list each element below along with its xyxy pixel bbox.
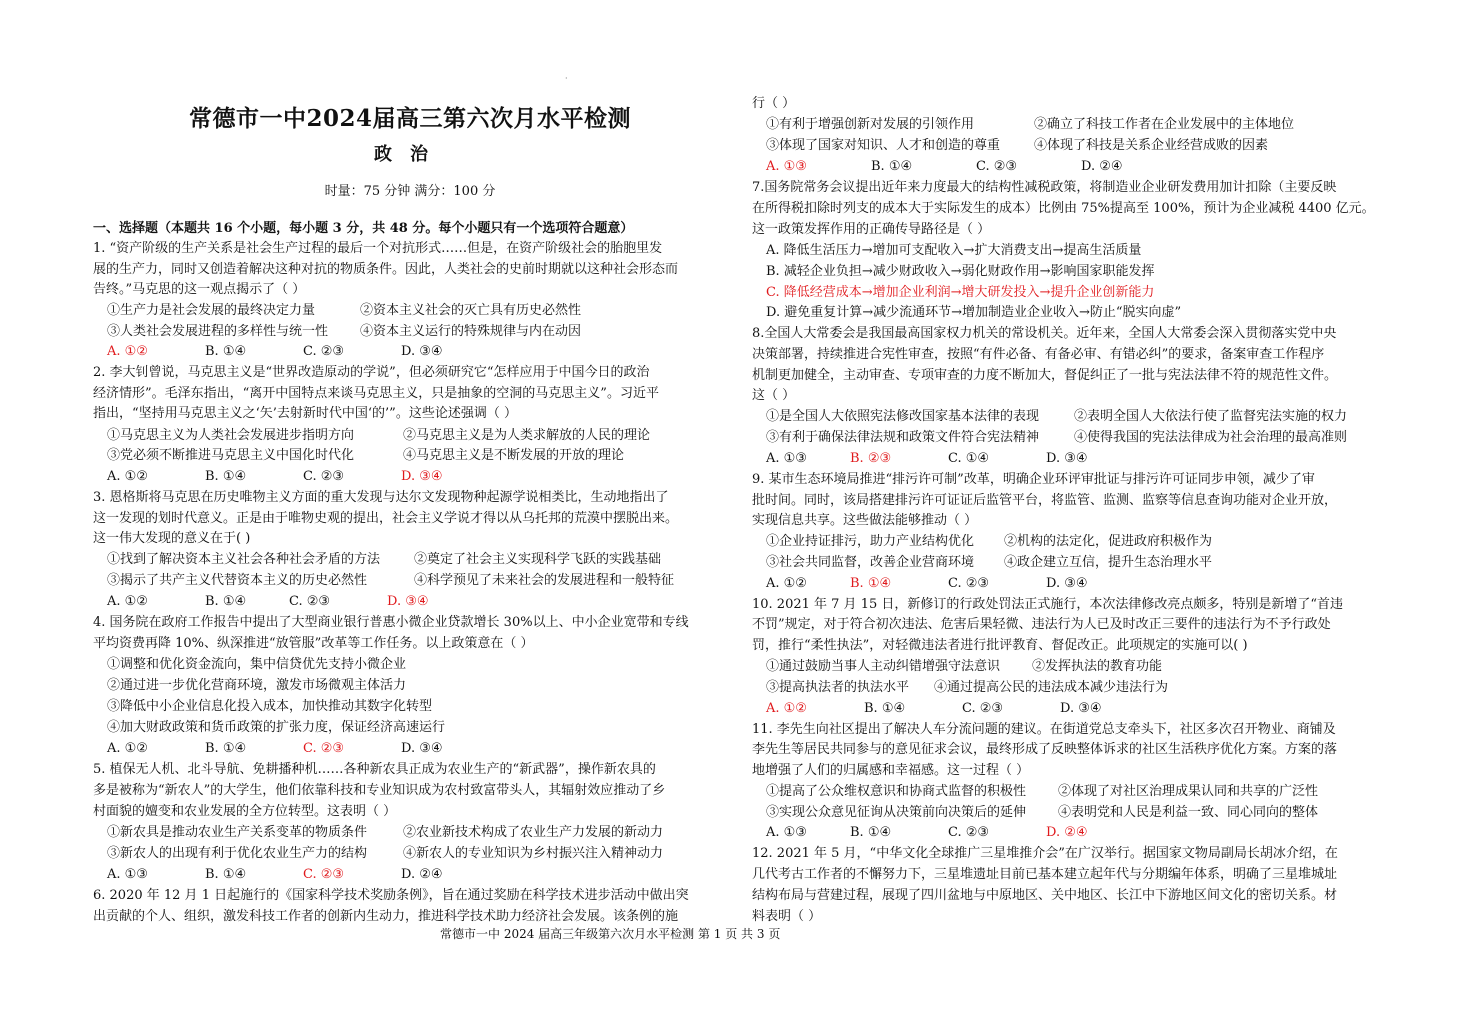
statement-1: ①生产力是社会发展的最终决定力量 bbox=[107, 303, 316, 318]
choice-a: A. ①② bbox=[766, 701, 807, 716]
statement-1: ①是全国人大依照宪法修改国家基本法律的表现 bbox=[766, 409, 1040, 424]
statement-3: ③党必须不断推进马克思主义中国化时代化 bbox=[107, 448, 355, 463]
statement-4: ④体现了科技是关系企业经营成败的因素 bbox=[1034, 138, 1269, 153]
choice-d: D. ③④ bbox=[1046, 576, 1088, 591]
statement-3: ③新农人的出现有利于优化农业生产力的结构 bbox=[107, 846, 368, 861]
question-text: 行（ ） bbox=[752, 96, 796, 111]
statement-1: ①新农具是推动农业生产关系变革的物质条件 bbox=[107, 825, 368, 840]
choice-d: D. 避免重复计算→减少流通环节→增加制造业企业收入→防止“脱实向虚” bbox=[766, 305, 1182, 320]
choice-b: B. ①④ bbox=[864, 701, 906, 716]
statement-1: ①通过鼓励当事人主动纠错增强守法意识 bbox=[766, 659, 1001, 674]
question-text: 1. “资产阶级的生产关系是社会生产过程的最后一个对抗形式……但是，在资产阶级社会的胎胞里发 bbox=[93, 241, 663, 256]
question-text: 料表明（ ） bbox=[752, 909, 822, 924]
choice-b: B. ①④ bbox=[850, 576, 892, 591]
choice-a: A. ①② bbox=[107, 344, 148, 359]
exam-title: 常德市一中2024届高三第六次月水平检测 bbox=[188, 105, 631, 132]
choice-b: B. 减轻企业负担→减少财政收入→弱化财政作用→影响国家职能发挥 bbox=[766, 264, 1155, 279]
question-text: 结构布局与营建过程，展现了四川盆地与中原地区、关中地区、长江中下游地区间文化的密切关系。材 bbox=[752, 888, 1338, 903]
choice-a: A. ①② bbox=[107, 594, 148, 609]
choice-c: C. ②③ bbox=[303, 469, 345, 484]
question-text: 不罚”规定，对于符合初次违法、危害后果轻微、违法行为人已及时改正三要件的违法行为不予行政处 bbox=[752, 617, 1331, 632]
question-text: 展的生产力，同时又创造着解决这种对抗的物质条件。因此，人类社会的史前时期就以这种社会形态而 bbox=[93, 262, 679, 277]
statement-1: ①马克思主义为人类社会发展进步指明方向 bbox=[107, 428, 355, 443]
question-text: 罚，推行“柔性执法”，对轻微违法者进行批评教育、督促改正。此项规定的实施可以( ) bbox=[752, 638, 1248, 653]
statement-2: ②通过进一步优化营商环境，激发市场微观主体活力 bbox=[107, 678, 407, 693]
statement-1: ①找到了解决资本主义社会各种社会矛盾的方法 bbox=[107, 552, 381, 567]
choice-d: D. ③④ bbox=[1060, 701, 1102, 716]
question-text: 在所得税扣除时列支的成本大于实际发生的成本）比例由 75%提高至 100%，预计为企业减税 4400 亿元。 bbox=[752, 201, 1375, 216]
choice-d: D. ③④ bbox=[401, 344, 443, 359]
statement-4: ④科学预见了未来社会的发展进程和一般特征 bbox=[414, 573, 675, 588]
choice-a: A. ①② bbox=[107, 469, 148, 484]
statement-2: ②发挥执法的教育功能 bbox=[1032, 659, 1163, 674]
question-text: 几代考古工作者的不懈努力下，三星堆遗址目前已基本建立起年代与分期编年体系，明确了三星堆城址 bbox=[752, 867, 1338, 882]
choice-d: D. ②④ bbox=[401, 867, 443, 882]
statement-4: ④加大财政政策和货币政策的扩张力度，保证经济高速运行 bbox=[107, 720, 446, 735]
choice-b: B. ①④ bbox=[205, 867, 247, 882]
question-text: 批时间。同时，该局搭建排污许可证证后监管平台，将监管、监测、监察等信息查询功能对企业开放， bbox=[752, 493, 1338, 508]
question-text: 指出，“坚持用马克思主义之‘矢’去射新时代中国‘的’”。这些论述强调（ ） bbox=[93, 406, 517, 421]
question-text: 实现信息共享。这些做法能够推动（ ） bbox=[752, 513, 978, 528]
statement-2: ②体现了对社区治理成果认同和共享的广泛性 bbox=[1058, 784, 1319, 799]
statement-3: ③人类社会发展进程的多样性与统一性 bbox=[107, 324, 329, 339]
question-text: 5. 植保无人机、北斗导航、免耕播种机……各种新农具正成为农业生产的“新武器”，操作新农具的 bbox=[93, 762, 656, 777]
choice-b: B. ①④ bbox=[871, 159, 913, 174]
question-text: 这一伟大发现的意义在于( ) bbox=[93, 531, 251, 546]
question-text: 4. 国务院在政府工作报告中提出了大型商业银行普惠小微企业贷款增长 30%以上、中小企业宽带和专线 bbox=[93, 615, 689, 630]
question-text: 李先生等居民共同参与的意见征求会议，最终形成了反映整体诉求的社区生活秩序优化方案。方案的落 bbox=[752, 742, 1338, 757]
choice-b: B. ①④ bbox=[205, 741, 247, 756]
statement-2: ②资本主义社会的灭亡具有历史必然性 bbox=[360, 303, 582, 318]
choice-d: D. ③④ bbox=[387, 594, 429, 609]
question-text: 告终。”马克思的这一观点揭示了（ ） bbox=[93, 282, 306, 297]
question-text: 这一发现的划时代意义。正是由于唯物史观的提出，社会主义学说才得以从乌托邦的荒漠中摆脱出来。 bbox=[93, 511, 679, 526]
statement-4: ④资本主义运行的特殊规律与内在动因 bbox=[360, 324, 582, 339]
choice-a: A. ①② bbox=[107, 741, 148, 756]
choice-c: C. ②③ bbox=[948, 825, 990, 840]
statement-2: ②农业新技术构成了农业生产力发展的新动力 bbox=[403, 825, 664, 840]
choice-b: B. ①④ bbox=[205, 344, 247, 359]
statement-2: ②表明全国人大依法行使了监督宪法实施的权力 bbox=[1074, 409, 1348, 424]
choice-c: C. ②③ bbox=[303, 741, 345, 756]
choice-c: C. ②③ bbox=[962, 701, 1004, 716]
question-text: 决策部署，持续推进合宪性审查，按照“有件必备、有备必审、有错必纠”的要求，备案审查工作程序 bbox=[752, 347, 1325, 362]
statement-3: ③有利于确保法律法规和政策文件符合宪法精神 bbox=[766, 430, 1040, 445]
choice-c: C. 降低经营成本→增加企业利润→增大研发投入→提升企业创新能力 bbox=[766, 285, 1155, 300]
choice-c: C. ①④ bbox=[948, 451, 990, 466]
question-text: 11. 李先生向社区提出了解决人车分流问题的建议。在街道党总支牵头下，社区多次召开物业、商铺及 bbox=[752, 722, 1336, 737]
statement-3: ③降低中小企业信息化投入成本，加快推动其数字化转型 bbox=[107, 699, 433, 714]
statement-2: ②机构的法定化，促进政府积极作为 bbox=[1004, 534, 1213, 549]
choice-d: D. ③④ bbox=[401, 469, 443, 484]
statement-2: ②确立了科技工作者在企业发展中的主体地位 bbox=[1034, 117, 1295, 132]
choice-c: C. ②③ bbox=[948, 576, 990, 591]
question-text: 2. 李大钊曾说，马克思主义是“世界改造原动的学说”，但必须研究它“怎样应用于中国今日的政治 bbox=[93, 365, 650, 380]
statement-1: ①提高了公众维权意识和协商式监督的积极性 bbox=[766, 784, 1027, 799]
question-text: 9. 某市生态环境局推进“排污许可制”改革，明确企业环评审批证与排污许可证同步申领，减少了审 bbox=[752, 472, 1315, 487]
statement-1: ①企业持证排污，助力产业结构优化 bbox=[766, 534, 975, 549]
statement-2: ②马克思主义是为人类求解放的人民的理论 bbox=[403, 428, 651, 443]
statement-4: ④政企建立互信，提升生态治理水平 bbox=[1004, 555, 1213, 570]
question-text: 12. 2021 年 5 月，“中华文化全球推广三星堆推介会”在广汉举行。据国家文物局副局长胡冰介绍，在 bbox=[752, 846, 1338, 861]
choice-a: A. 降低生活压力→增加可支配收入→扩大消费支出→提高生活质量 bbox=[766, 243, 1142, 258]
choice-c: C. ②③ bbox=[289, 594, 331, 609]
statement-3: ③社会共同监督，改善企业营商环境 bbox=[766, 555, 975, 570]
choice-a: A. ①③ bbox=[766, 159, 807, 174]
question-text: 7.国务院常务会议提出近年来力度最大的结构性减税政策，将制造业企业研发费用加计扣除（主要反映 bbox=[752, 180, 1337, 195]
choice-b: B. ①④ bbox=[850, 825, 892, 840]
statement-4: ④通过提高公民的违法成本减少违法行为 bbox=[934, 680, 1169, 695]
statement-4: ④新农人的专业知识为乡村振兴注入精神动力 bbox=[403, 846, 664, 861]
question-text: 机制更加健全，主动审查、专项审查的力度不断加大，督促纠正了一批与宪法法律不符的规范性文件。 bbox=[752, 368, 1338, 383]
statement-2: ②奠定了社会主义实现科学飞跃的实践基础 bbox=[414, 552, 662, 567]
choice-c: C. ②③ bbox=[303, 344, 345, 359]
question-text: 村面貌的嬗变和农业发展的全方位转型。这表明（ ） bbox=[93, 804, 397, 819]
choice-b: B. ①④ bbox=[205, 469, 247, 484]
statement-4: ④马克思主义是不断发展的开放的理论 bbox=[403, 448, 625, 463]
choice-d: D. ②④ bbox=[1081, 159, 1123, 174]
choice-d: D. ③④ bbox=[1046, 451, 1088, 466]
question-text: 出贡献的个人、组织，激发科技工作者的创新内生动力，推进科学技术助力经济社会发展。该条例的施 bbox=[93, 909, 679, 924]
question-text: 这一政策发挥作用的正确传导路径是（ ） bbox=[752, 222, 991, 237]
subject-title: 政治 bbox=[374, 144, 446, 165]
choice-a: A. ①③ bbox=[766, 451, 807, 466]
time-score-info: 时量：75 分钟 满分：100 分 bbox=[324, 184, 496, 199]
statement-3: ③提高执法者的执法水平 bbox=[766, 680, 910, 695]
choice-a: A. ①② bbox=[766, 576, 807, 591]
choice-d: D. ③④ bbox=[401, 741, 443, 756]
choice-c: C. ②③ bbox=[976, 159, 1018, 174]
statement-3: ③揭示了共产主义代替资本主义的历史必然性 bbox=[107, 573, 368, 588]
statement-3: ③实现公众意见征询从决策前向决策后的延伸 bbox=[766, 805, 1027, 820]
statement-4: ④表明党和人民是利益一致、同心同向的整体 bbox=[1058, 805, 1319, 820]
question-text: 地增强了人们的归属感和幸福感。这一过程（ ） bbox=[752, 763, 1030, 778]
choice-a: A. ①③ bbox=[107, 867, 148, 882]
question-text: 经济情形”。毛泽东指出，“离开中国特点来谈马克思主义，只是抽象的空洞的马克思主义”。习近平 bbox=[93, 386, 659, 401]
choice-a: A. ①③ bbox=[766, 825, 807, 840]
statement-4: ④使得我国的宪法法律成为社会治理的最高准则 bbox=[1074, 430, 1348, 445]
page-footer: 常德市一中 2024 届高三年级第六次月水平检测 第 1 页 共 3 页 bbox=[440, 927, 781, 941]
question-text: 这（ ） bbox=[752, 388, 796, 403]
choice-b: B. ①④ bbox=[205, 594, 247, 609]
section-heading: 一、选择题（本题共 16 个小题，每小题 3 分，共 48 分。每个小题只有一个选项符合题意） bbox=[93, 221, 634, 236]
page-dot: · bbox=[565, 74, 568, 83]
choice-d: D. ②④ bbox=[1046, 825, 1088, 840]
question-text: 多是被称为“新农人”的大学生，他们依靠科技和专业知识成为农村致富带头人，其辐射效应推动了乡 bbox=[93, 783, 666, 798]
statement-1: ①有利于增强创新对发展的引领作用 bbox=[766, 117, 975, 132]
question-text: 6. 2020 年 12 月 1 日起施行的《国家科学技术奖励条例》，旨在通过奖励在科学技术进步活动中做出突 bbox=[93, 888, 689, 903]
choice-b: B. ②③ bbox=[850, 451, 892, 466]
question-text: 平均资费再降 10%、纵深推进“放管服”改革等工作任务。以上政策意在（ ） bbox=[93, 636, 534, 651]
statement-3: ③体现了国家对知识、人才和创造的尊重 bbox=[766, 138, 1001, 153]
statement-1: ①调整和优化资金流向，集中信贷优先支持小微企业 bbox=[107, 657, 407, 672]
question-text: 3. 恩格斯将马克思在历史唯物主义方面的重大发现与达尔文发现物种起源学说相类比，生动地指出了 bbox=[93, 490, 669, 505]
choice-c: C. ②③ bbox=[303, 867, 345, 882]
question-text: 10. 2021 年 7 月 15 日，新修订的行政处罚法正式施行，本次法律修改亮点颇多，特别是新增了“首违 bbox=[752, 597, 1344, 612]
question-text: 8.全国人大常委会是我国最高国家权力机关的常设机关。近年来，全国人大常委会深入贯彻落实党中央 bbox=[752, 326, 1337, 341]
